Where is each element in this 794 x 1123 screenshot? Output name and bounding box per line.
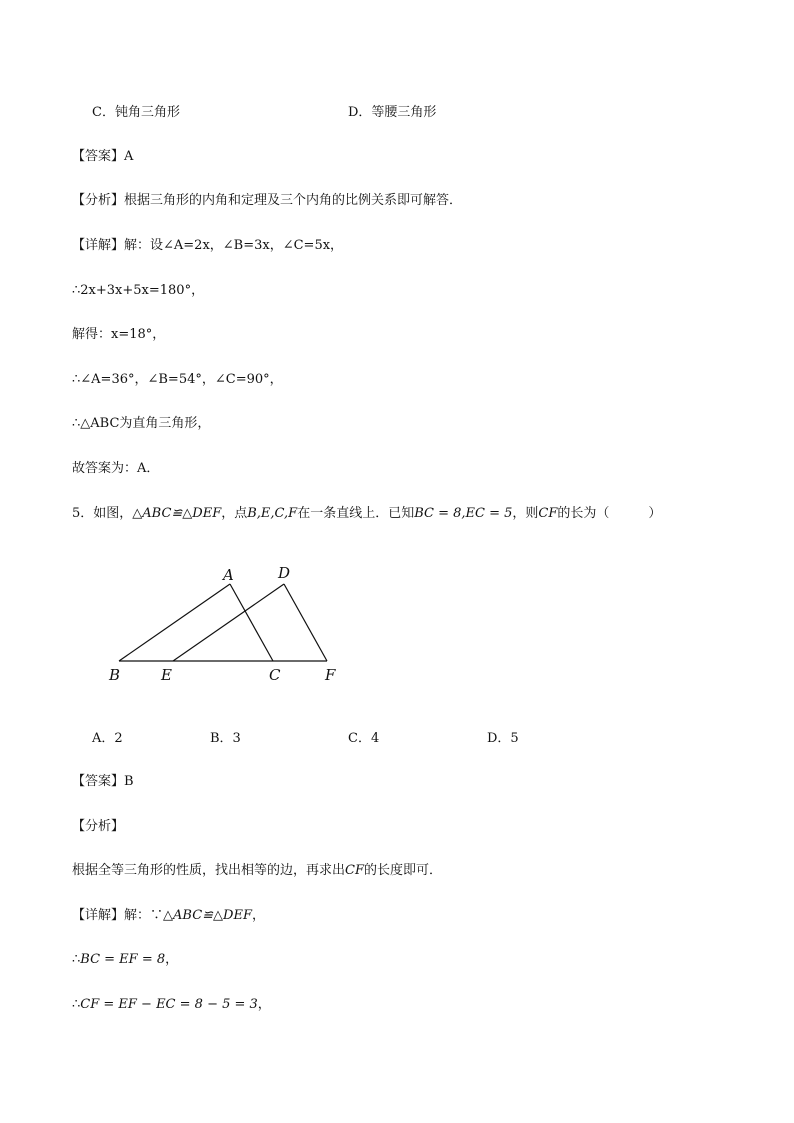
q5-stem-text: 的长为（ ）: [557, 506, 662, 521]
label-a: A: [223, 566, 234, 584]
q4-detail-6: 故答案为：A．: [72, 461, 160, 476]
q5-detail-head: 【详解】解：∵: [72, 908, 164, 923]
q5-detail-punct: ，: [251, 908, 265, 923]
q4-detail-3: 解得：x=18°，: [72, 327, 166, 342]
segment-ba: [119, 584, 230, 661]
q5-stem: [72, 505, 661, 523]
q5-analysis-text: 的长度即可．: [363, 863, 442, 878]
q5-stem-math-given: BC = 8,EC = 5: [414, 506, 513, 521]
q5-detail-punct: ，: [165, 952, 179, 967]
q5-answer: 【答案】B: [72, 774, 134, 789]
q5-stem-math-cf: CF: [538, 506, 558, 521]
q4-detail-1: 【详解】解：设∠A=2x，∠B=3x，∠C=5x，: [72, 238, 344, 253]
q5-analysis-math-cf: CF: [345, 863, 364, 878]
q5-detail-punct: ，: [257, 997, 271, 1012]
q5-analysis-head: 【分析】: [72, 819, 125, 834]
q5-option-d: D．5: [487, 731, 519, 746]
label-e: E: [161, 666, 172, 684]
q5-detail-math: △ABC≌△DEF: [163, 908, 252, 923]
segment-df: [284, 584, 327, 661]
q5-stem-text: 5．如图，: [72, 506, 133, 521]
q5-option-a: A．2: [92, 731, 123, 746]
q5-stem-math-points: B,E,C,F: [247, 506, 298, 521]
q5-detail-1: [72, 907, 265, 925]
option-c-prev: C．钝角三角形: [92, 105, 180, 120]
label-f: F: [325, 666, 336, 684]
q5-stem-text: ，点: [221, 506, 248, 521]
label-d: D: [278, 564, 291, 582]
therefore-symbol: ∴: [72, 997, 81, 1012]
q5-stem-math-congruence: △ABC≌△DEF: [132, 506, 222, 521]
q5-detail-2: [72, 951, 178, 969]
q4-analysis: 【分析】根据三角形的内角和定理及三个内角的比例关系即可解答．: [72, 193, 463, 208]
q5-detail-math: CF = EF − EC = 8 − 5 = 3: [80, 997, 258, 1012]
q5-stem-text: 在一条直线上．已知: [297, 506, 415, 521]
label-c: C: [269, 666, 281, 684]
therefore-symbol: ∴: [72, 952, 81, 967]
segment-ac: [230, 584, 273, 661]
segment-ed: [173, 584, 284, 661]
q4-answer: 【答案】A: [72, 149, 134, 164]
q5-option-b: B．3: [210, 731, 241, 746]
q5-option-c: C．4: [348, 731, 380, 746]
option-d-prev: D．等腰三角形: [348, 105, 437, 120]
q4-detail-4: ∴∠A=36°，∠B=54°，∠C=90°，: [72, 372, 283, 387]
q5-detail-math: BC = EF = 8: [80, 952, 166, 967]
q4-detail-5: ∴△ABC为直角三角形，: [72, 416, 211, 431]
q5-analysis: [72, 862, 442, 880]
q4-detail-2: ∴2x+3x+5x=180°，: [72, 283, 205, 298]
label-b: B: [109, 666, 121, 684]
q5-analysis-text: 根据全等三角形的性质，找出相等的边，再求出: [72, 863, 346, 878]
q5-detail-3: [72, 996, 271, 1014]
q5-stem-text: ，则: [512, 506, 539, 521]
